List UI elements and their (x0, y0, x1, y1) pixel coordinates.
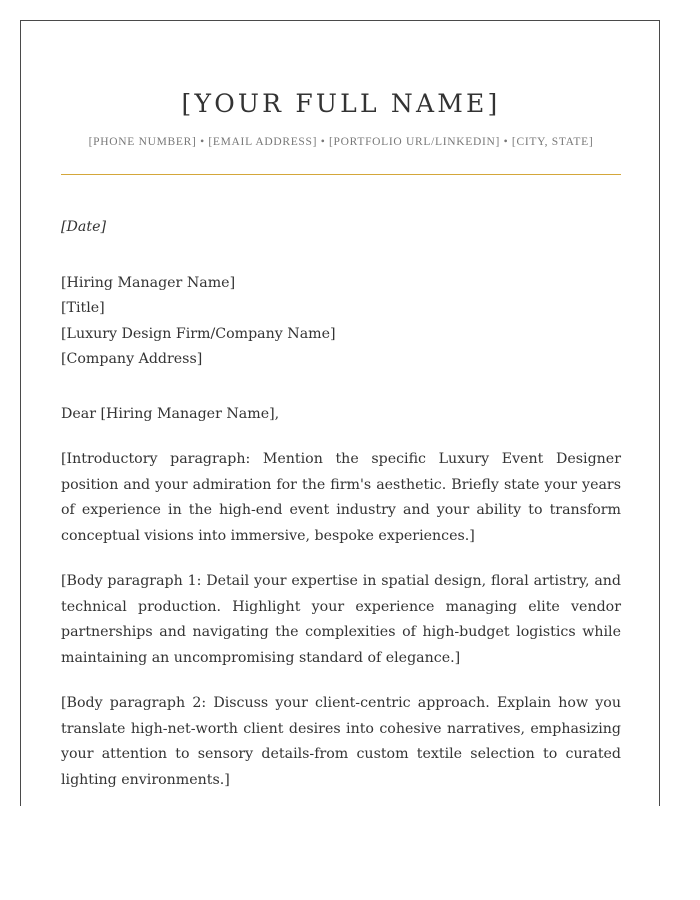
recipient-name: [Hiring Manager Name] (61, 274, 236, 291)
body-paragraph-1: [Body paragraph 1: Detail your expertise in spatial design, floral artistry, and technical production. Highlight your experience managing elite vendor partnerships and navigating the complexities of high-budget logistics while maintaining an uncompromising standard of elegance.] (61, 573, 621, 666)
recipient-block (61, 271, 621, 373)
body-paragraph-2: [Body paragraph 2: Discuss your client-centric approach. Explain how you translate high-net-worth client desires into cohesive narratives, emphasizing your attention to sensory details-from custom textile selection to curated lighting environments.] (61, 695, 621, 788)
letter-content (61, 21, 621, 793)
header-divider (61, 174, 621, 175)
salutation: Dear [Hiring Manager Name], (61, 405, 280, 422)
letter-date: [Date] (61, 219, 107, 235)
letter-page (20, 20, 660, 806)
recipient-title: [Title] (61, 300, 105, 316)
recipient-address: [Company Address] (61, 351, 203, 367)
recipient-company: [Luxury Design Firm/Company Name] (61, 325, 336, 342)
applicant-name-heading: [YOUR FULL NAME] (181, 89, 501, 118)
intro-paragraph: [Introductory paragraph: Mention the specific Luxury Event Designer position and your admiration for the firm's aesthetic. Briefly state your years of experience in the high-end event industry and your ability to transform conceptual visions into immersive, bespoke experiences.] (61, 451, 621, 544)
contact-info-line: [PHONE NUMBER] • [EMAIL ADDRESS] • [PORTFOLIO URL/LINKEDIN] • [CITY, STATE] (88, 136, 594, 148)
